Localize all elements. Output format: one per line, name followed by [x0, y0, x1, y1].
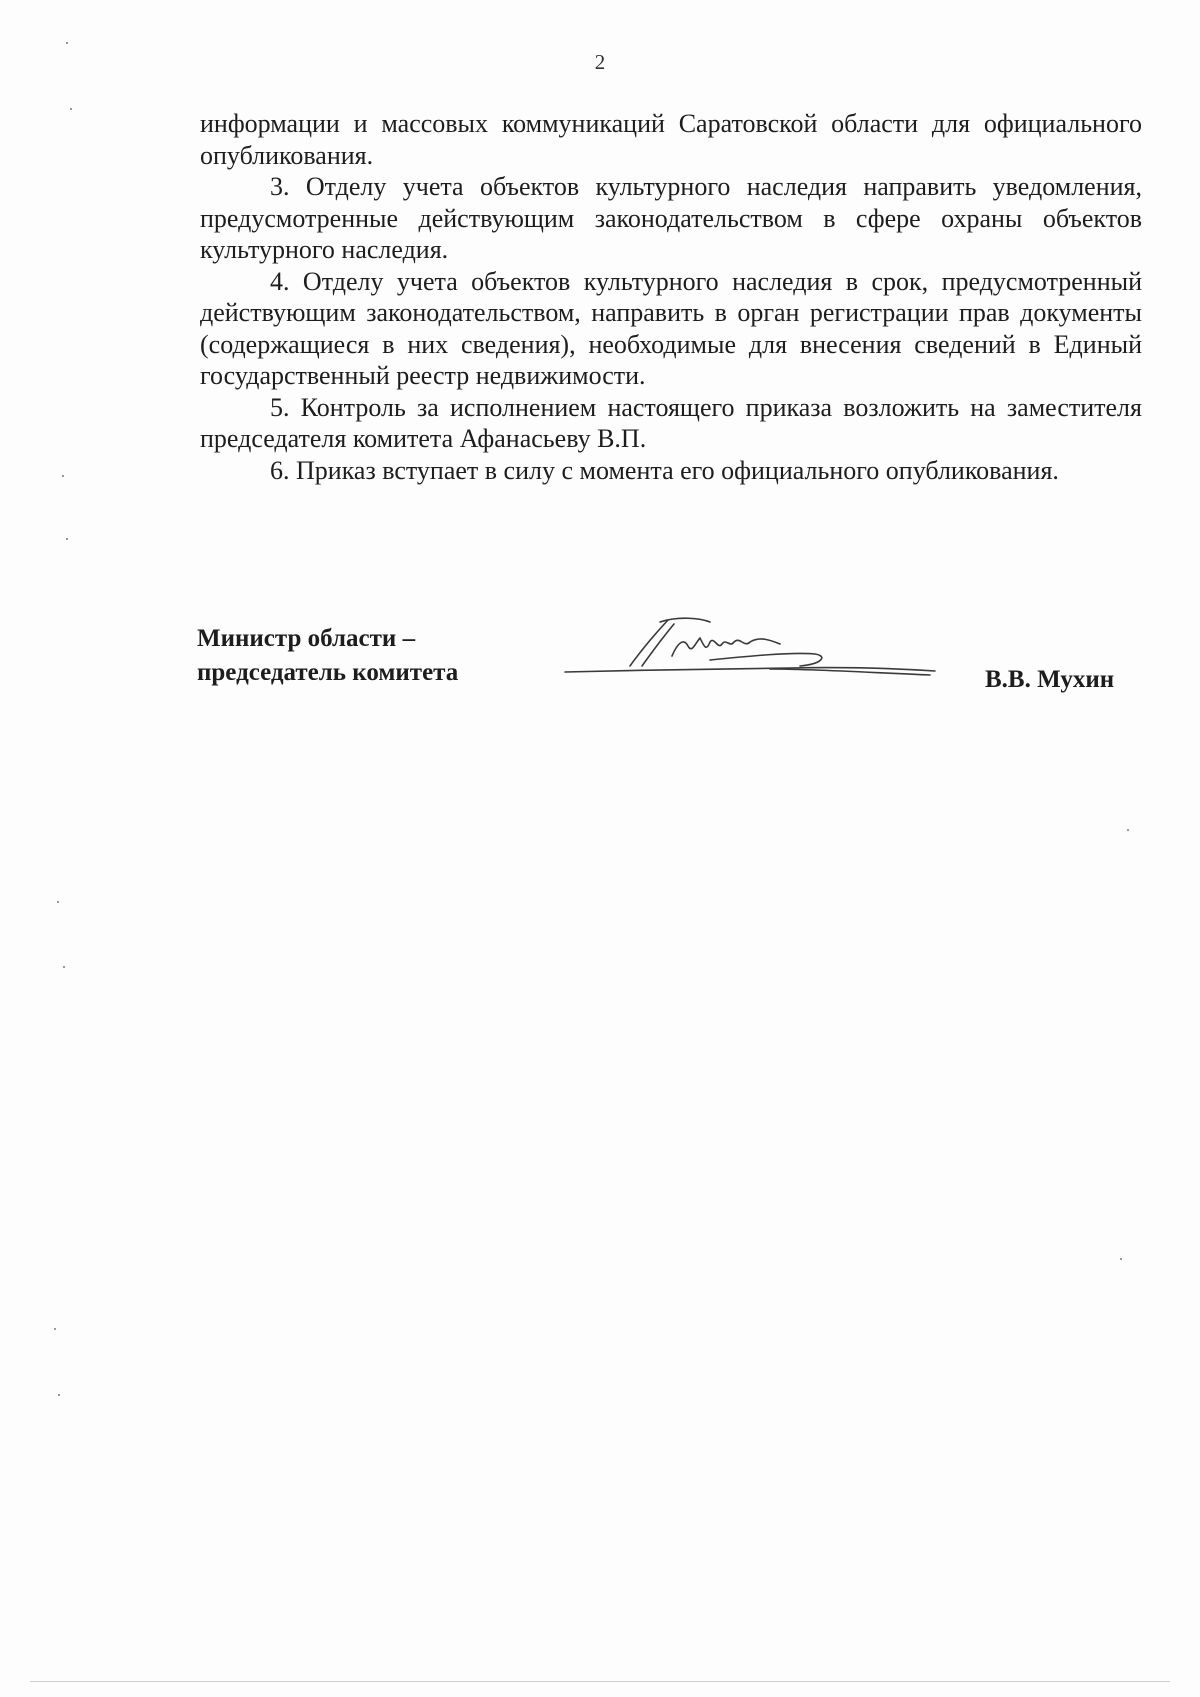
signatory-title: [197, 622, 458, 690]
paragraph-item-4: 4. Отделу учета объектов культурного наследия в срок, предусмотренный действующим законодательством, направить в орган регистрации прав документы (содержащиеся в них сведения), необходимые для внесения сведений в Единый государственный реестр недвижимости.: [200, 266, 1142, 390]
paragraph-item-5: 5. Контроль за исполнением настоящего приказа возложить на заместителя председателя комитета Афанасьеву В.П.: [200, 392, 1142, 453]
scan-speck: [54, 1328, 56, 1330]
scan-speck: [57, 901, 59, 903]
document-body: [200, 108, 1142, 486]
scan-speck: [63, 966, 65, 968]
paragraph-continuation: информации и массовых коммуникаций Саратовской области для официального опубликования.: [200, 109, 1142, 170]
scan-speck: [1127, 829, 1129, 831]
scan-speck: [58, 1394, 60, 1396]
paragraph-item-6: 6. Приказ вступает в силу с момента его официального опубликования.: [270, 455, 1059, 485]
signatory-name: В.В. Мухин: [985, 666, 1115, 693]
handwritten-signature: [560, 612, 940, 692]
scan-speck: [66, 538, 68, 540]
scan-speck: [1120, 1258, 1122, 1260]
scan-speck: [66, 42, 68, 44]
scan-edge-line: [30, 1681, 1170, 1682]
signatory-title-line-2: председатель комитета: [197, 659, 459, 686]
page-number: 2: [594, 50, 606, 74]
scan-speck: [70, 108, 72, 110]
paragraph-item-3: 3. Отделу учета объектов культурного наследия направить уведомления, предусмотренные действующим законодательством в сфере охраны объектов культурного наследия.: [200, 172, 1142, 264]
signatory-title-line-1: Министр области –: [197, 625, 416, 652]
scan-speck: [62, 475, 64, 477]
